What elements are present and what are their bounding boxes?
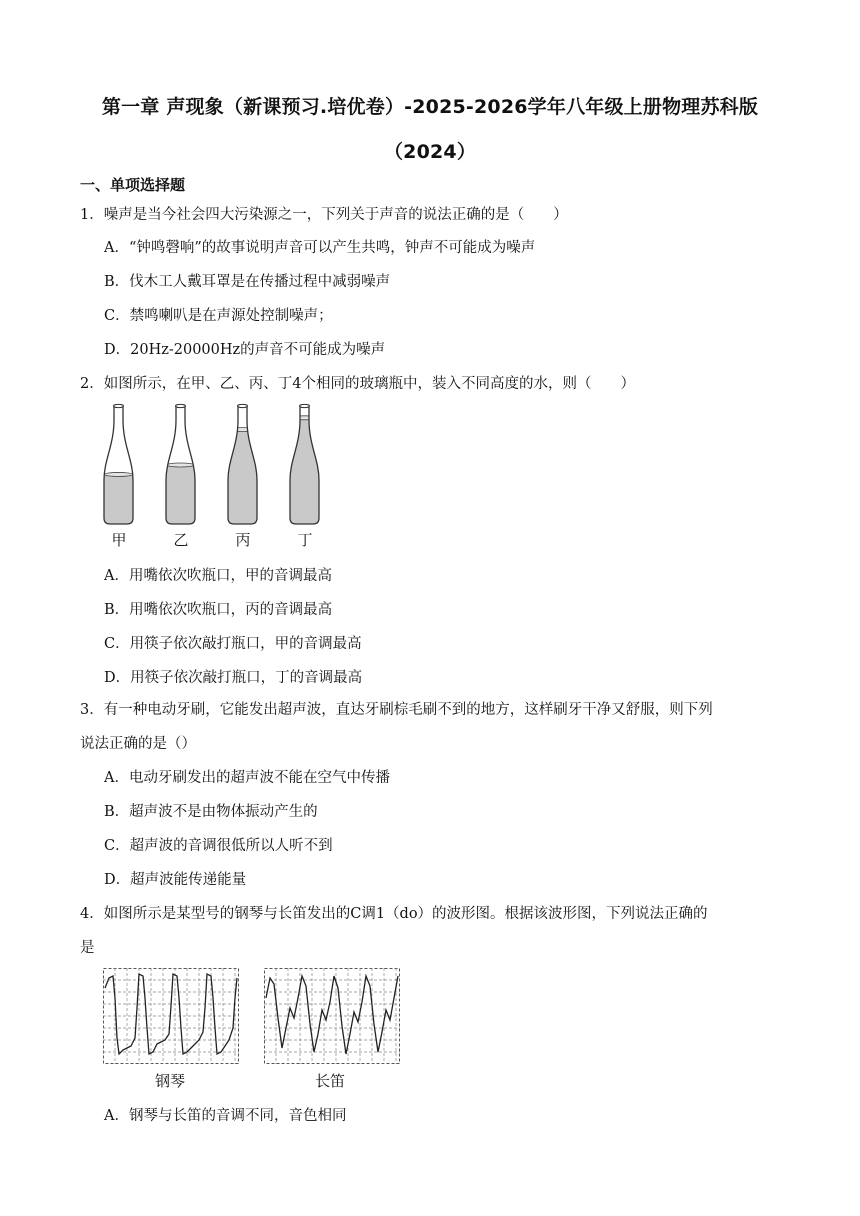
bottle-label-bing: 丙: [235, 531, 251, 549]
bottle-jia-mouth: [114, 404, 124, 407]
question-2-option-b: B．用嘴依次吹瓶口，丙的音调最高: [104, 602, 333, 618]
waveform-label-piano: 钢琴: [154, 1072, 185, 1090]
waveform-label-flute: 长笛: [314, 1072, 345, 1090]
piano-waveform: [103, 968, 239, 1064]
question-3-option-b: B．超声波不是由物体振动产生的: [104, 804, 318, 820]
bottle-label-jia: 甲: [111, 531, 127, 549]
document-title-year: （2024）: [383, 141, 477, 163]
question-4-stem-line2: 是: [80, 940, 95, 956]
bottles-figure: [96, 400, 336, 528]
question-3-stem-line2: 说法正确的是（）: [80, 736, 196, 752]
bottle-jia: [96, 404, 142, 526]
bottle-jia-water-surface: [105, 472, 133, 476]
bottle-ding-water-surface: [291, 416, 319, 420]
bottle-yi: [158, 404, 204, 526]
question-3-option-c: C．超声波的音调很低所以人听不到: [104, 838, 333, 854]
bottle-label-ding: 丁: [297, 531, 313, 549]
question-1-option-d: D．20Hz-20000Hz的声音不可能成为噪声: [104, 342, 386, 358]
bottle-ding-water: [282, 418, 328, 526]
question-2-stem: 2．如图所示，在甲、乙、丙、丁4个相同的玻璃瓶中，装入不同高度的水，则（ ）: [80, 376, 635, 392]
bottle-bing-water-surface: [229, 428, 257, 432]
question-3-option-a: A．电动牙刷发出的超声波不能在空气中传播: [104, 770, 390, 786]
document-title: 第一章 声现象（新课预习.培优卷）-2025-2026学年八年级上册物理苏科版: [101, 96, 759, 118]
bottle-ding-mouth: [300, 404, 310, 407]
flute-waveform: [264, 968, 400, 1064]
question-1-stem: 1．噪声是当今社会四大污染源之一，下列关于声音的说法正确的是（ ）: [80, 207, 568, 223]
bottle-jia-water: [96, 474, 142, 526]
section-heading: 一、单项选择题: [80, 176, 186, 194]
question-1-option-c: C．禁鸣喇叭是在声源处控制噪声；: [104, 308, 333, 324]
bottle-label-yi: 乙: [173, 531, 189, 549]
question-1-option-a: A．“钟鸣磬响”的故事说明声音可以产生共鸣，钟声不可能成为噪声: [104, 240, 536, 256]
bottle-bing-water: [220, 430, 266, 526]
question-4-option-a: A．钢琴与长笛的音调不同，音色相同: [104, 1108, 347, 1124]
question-1-option-b: B．伐木工人戴耳罩是在传播过程中减弱噪声: [104, 274, 391, 290]
question-3-stem-line1: 3．有一种电动牙刷，它能发出超声波，直达牙刷棕毛刷不到的地方，这样刷牙干净又舒服，则下列: [80, 702, 713, 718]
question-4-stem-line1: 4．如图所示是某型号的钢琴与长笛发出的C调1（do）的波形图。根据该波形图，下列说法正确的: [80, 906, 708, 922]
question-3-option-d: D．超声波能传递能量: [104, 872, 247, 888]
bottle-yi-water: [158, 465, 204, 526]
question-2-option-a: A．用嘴依次吹瓶口，甲的音调最高: [104, 568, 332, 584]
bottle-bing-mouth: [238, 404, 248, 407]
question-2-option-c: C．用筷子依次敲打瓶口，甲的音调最高: [104, 636, 362, 652]
bottle-yi-mouth: [176, 404, 186, 407]
bottle-bing: [220, 404, 266, 526]
bottle-ding: [282, 404, 328, 526]
question-2-option-d: D．用筷子依次敲打瓶口，丁的音调最高: [104, 670, 363, 686]
bottle-yi-water-surface: [167, 463, 195, 467]
